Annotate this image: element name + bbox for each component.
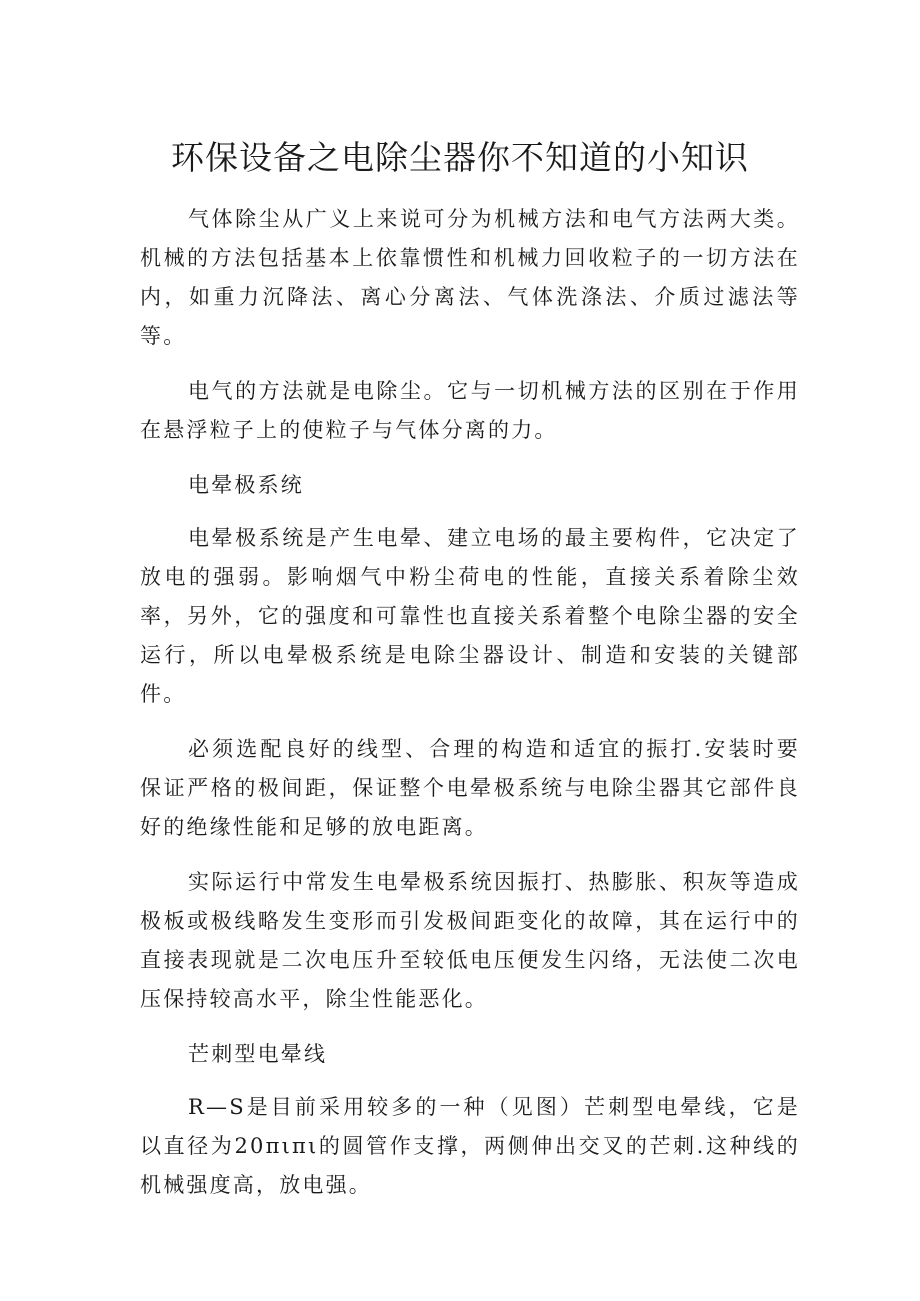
document-title: 环保设备之电除尘器你不知道的小知识: [171, 138, 749, 177]
section-heading-spike-wire: 芒刺型电晕线: [188, 1042, 328, 1066]
section-heading-corona-system: 电晕极系统: [188, 473, 304, 497]
paragraph-rs-wire: R—S是目前采用较多的一种（见图）芒刺型电晕线，它是以直径为20πιπι的圆管作支撑，两侧伸出交叉的芒刺.这种线的机械强度高，放电强。: [140, 1095, 800, 1197]
paragraph-selection: 必须选配良好的线型、合理的构造和适宜的振打.安装时要保证严格的极间距，保证整个电晕极系统与电除尘器其它部件良好的绝缘性能和足够的放电距离。: [140, 737, 800, 839]
document-body: [140, 200, 800, 1221]
paragraph-intro: 气体除尘从广义上来说可分为机械方法和电气方法两大类。机械的方法包括基本上依靠惯性和机械力回收粒子的一切方法在内，如重力沉降法、离心分离法、气体洗涤法、介质过滤法等等。: [140, 207, 800, 348]
paragraph-corona-system: 电晕极系统是产生电晕、建立电场的最主要构件，它决定了放电的强弱。影响烟气中粉尘荷电的性能，直接关系着除尘效率，另外，它的强度和可靠性也直接关系着整个电除尘器的安全运行，所以电晕极系统是电除尘器设计、制造和安装的关键部件。: [140, 526, 800, 706]
paragraph-faults: 实际运行中常发生电晕极系统因振打、热膨胀、积灰等造成极板或极线略发生变形而引发极间距变化的故障，其在运行中的直接表现就是二次电压升至较低电压便发生闪络，无法使二次电压保持较高水平，除尘性能恶化。: [140, 870, 800, 1011]
paragraph-electric-method: 电气的方法就是电除尘。它与一切机械方法的区别在于作用在悬浮粒子上的使粒子与气体分离的力。: [140, 379, 800, 442]
